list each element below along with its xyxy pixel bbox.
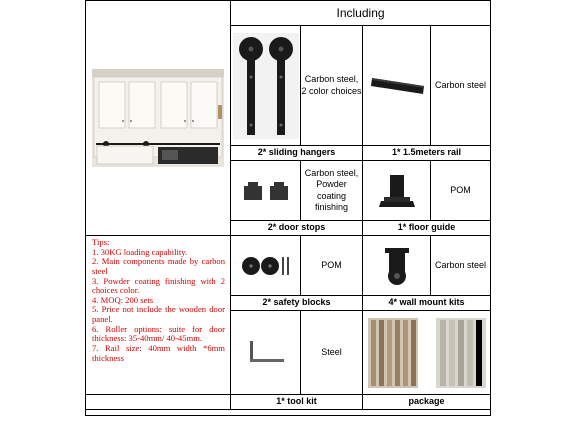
- tip-line: 1. 30KG loading capability.: [92, 246, 188, 257]
- tip-line: 7. Rail size: 40mm width *6mm thickness: [92, 342, 225, 363]
- safety-blocks-icon: [241, 253, 291, 279]
- wooden-package-icon: [368, 318, 486, 388]
- package-caption: package: [363, 395, 491, 410]
- tool-kit-description: Steel: [301, 311, 363, 395]
- including-table-lower: [85, 235, 491, 416]
- safety-blocks-description: POM: [301, 236, 363, 296]
- package-image-cell: [363, 311, 491, 395]
- door-stops-icon: [242, 180, 290, 202]
- tips-panel: [86, 236, 231, 395]
- allen-key-icon: [242, 337, 290, 369]
- tool-kit-caption: 1* tool kit: [231, 395, 363, 410]
- sliding-hangers-image-cell: [231, 26, 301, 146]
- wall-mount-kit-caption: 4* wall mount kits: [363, 296, 491, 311]
- door-stops-description: Carbon steel, Powder coating finishing: [301, 161, 363, 221]
- door-stops-image-cell: [231, 161, 301, 221]
- table-footer-row: [86, 410, 491, 416]
- sliding-hangers-icon: [233, 33, 299, 139]
- tip-line: 3. Powder coating finishing with 2 choices color.: [92, 275, 225, 296]
- floor-guide-description: POM: [431, 161, 491, 221]
- rail-image-cell: [363, 26, 431, 146]
- safety-blocks-caption: 2* safety blocks: [231, 296, 363, 311]
- product-photo-cell: [86, 1, 231, 236]
- tip-line: 4. MOQ: 200 sets: [92, 294, 154, 305]
- wall-mount-kit-image-cell: [363, 236, 431, 296]
- rail-bar-icon: [368, 66, 426, 106]
- sliding-hangers-caption: 2* sliding hangers: [231, 146, 363, 161]
- door-stops-caption: 2* door stops: [231, 221, 363, 236]
- kitchen-cabinet-photo: [92, 69, 224, 167]
- product-spec-sheet: [85, 0, 490, 427]
- rail-caption: 1* 1.5meters rail: [363, 146, 491, 161]
- sliding-hangers-description: Carbon steel, 2 color choices: [301, 26, 363, 146]
- including-table: [85, 0, 491, 236]
- wall-mount-kit-description: Carbon steel: [431, 236, 491, 296]
- rail-description: Carbon steel: [431, 26, 491, 146]
- wall-mount-kit-icon: [379, 246, 415, 286]
- including-header: Including: [231, 1, 491, 26]
- floor-guide-image-cell: [363, 161, 431, 221]
- safety-blocks-image-cell: [231, 236, 301, 296]
- tip-line: 5. Price not include the wooden door panel.: [92, 304, 225, 324]
- tip-line: 6. Roller options: suite for door thickness: 35-40mm/ 40-45mm.: [92, 323, 225, 344]
- blank-cell: [86, 395, 231, 410]
- floor-guide-caption: 1* floor guide: [363, 221, 491, 236]
- tip-line: 2. Main components made by carbon steel: [92, 256, 225, 276]
- floor-guide-icon: [375, 171, 419, 211]
- tips-title: Tips:: [92, 237, 110, 247]
- tool-kit-image-cell: [231, 311, 301, 395]
